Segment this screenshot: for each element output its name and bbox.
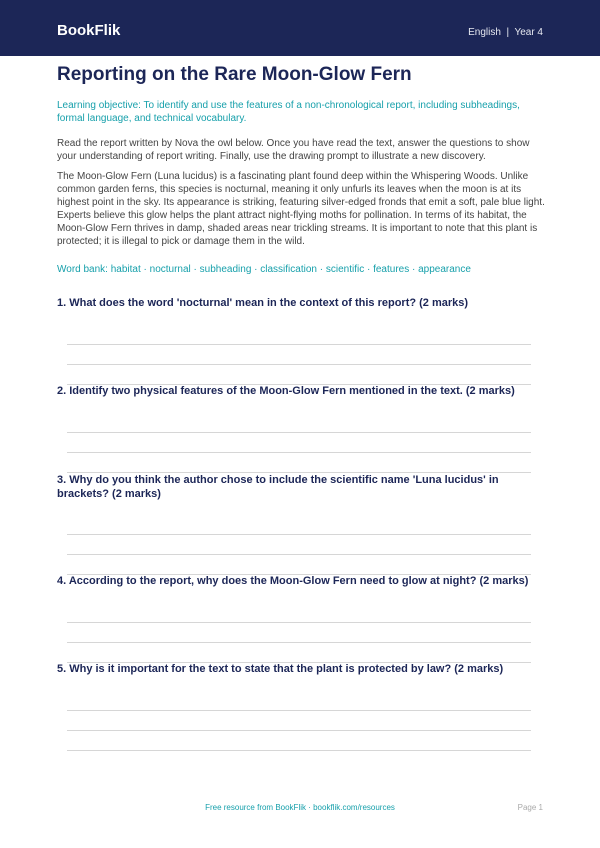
answer-line[interactable] xyxy=(67,344,531,345)
question-3: 3. Why do you think the author chose to include the scientific name 'Luna lucidus' in brackets? (2 marks) xyxy=(57,474,499,500)
question-4: 4. According to the report, why does the Moon-Glow Fern need to glow at night? (2 marks) xyxy=(57,575,529,587)
page-number: Page 1 xyxy=(517,803,543,812)
report-paragraph: The Moon-Glow Fern (Luna lucidus) is a fascinating plant found deep within the Whispering Woods. Unlike common garden ferns, this species is nocturnal, meaning it only unfurls its leaves when the moon is at its highest point in the sky. Its appearance is striking, featuring silver-edged fronds that emit a soft, pale blue light. Experts believe this glow helps the plant attract night-flying moths for pollination. In terms of its habitat, the Moon-Glow Fern thrives in damp, shaded areas near trickling streams. It is important to note that this plant is protected; it is illegal to pick or damage them in the wild. xyxy=(57,171,545,247)
question-1: 1. What does the word 'nocturnal' mean in the context of this report? (2 marks) xyxy=(57,297,469,309)
answer-line[interactable] xyxy=(67,622,531,623)
answer-line[interactable] xyxy=(67,730,531,731)
word-bank: Word bank: habitat · nocturnal · subheading · classification · scientific · features · appearance xyxy=(57,264,471,275)
question-2: 2. Identify two physical features of the Moon-Glow Fern mentioned in the text. (2 marks) xyxy=(57,385,515,397)
answer-line[interactable] xyxy=(67,432,531,433)
answer-line[interactable] xyxy=(67,642,531,643)
answer-line[interactable] xyxy=(67,452,531,453)
answer-line[interactable] xyxy=(67,750,531,751)
subject-year-label: English | Year 4 xyxy=(468,27,543,38)
question-5: 5. Why is it important for the text to state that the plant is protected by law? (2 marks) xyxy=(57,663,504,675)
answer-line[interactable] xyxy=(67,364,531,365)
page-title: Reporting on the Rare Moon-Glow Fern xyxy=(57,64,412,85)
intro-paragraph: Read the report written by Nova the owl below. Once you have read the text, answer the questions to show your understanding of report writing. Finally, use the drawing prompt to illustrate a new discovery. xyxy=(57,138,530,162)
answer-line[interactable] xyxy=(67,534,531,535)
brand-logo[interactable]: BookFlik xyxy=(57,22,121,39)
learning-objective: Learning objective: To identify and use the features of a non-chronological report, including subheadings, formal language, and technical vocabulary. xyxy=(57,100,520,124)
answer-line[interactable] xyxy=(67,554,531,555)
header-bar xyxy=(0,0,600,56)
answer-line[interactable] xyxy=(67,710,531,711)
footer-credit[interactable]: Free resource from BookFlik · bookflik.com/resources xyxy=(205,803,395,812)
